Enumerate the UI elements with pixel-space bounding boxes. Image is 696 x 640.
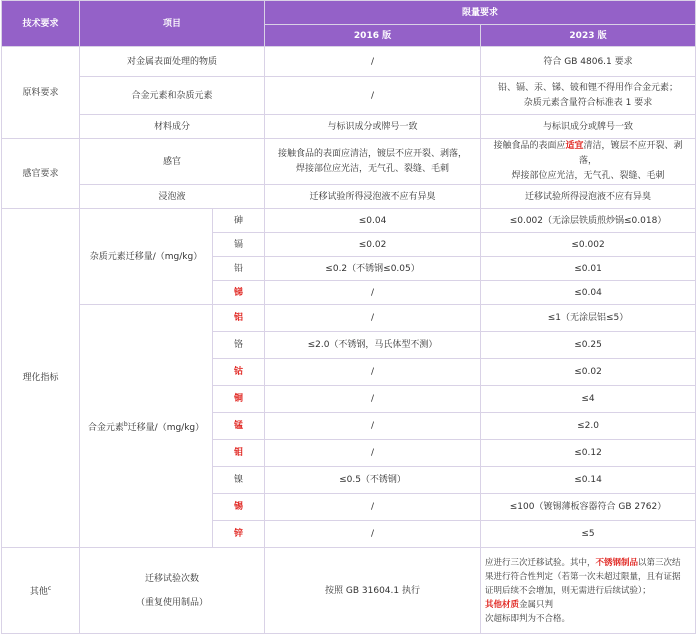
value-2016: / (265, 281, 481, 305)
value-line (485, 556, 691, 570)
item-line: （重复使用制品） (136, 597, 209, 608)
table-row (2, 77, 696, 115)
value-2023: ≤0.12 (481, 440, 696, 467)
value-2016: ≤0.2（不锈钢≤0.05） (265, 257, 481, 281)
footnote-c: c (47, 585, 52, 592)
element-cell-new: 钴 (213, 359, 265, 386)
value-2016: / (265, 305, 481, 332)
highlight-text: 不锈钢制品 (595, 557, 639, 568)
impurity-label: 杂质元素迁移量/（mg/kg） (80, 209, 213, 305)
value-2023: ≤100（镀锡薄板容器符合 GB 2762） (481, 494, 696, 521)
value-line (485, 598, 691, 612)
value-2023: ≤0.04 (481, 281, 696, 305)
value-line: 焊接部位应光洁，无气孔、裂缝、毛刺 (296, 163, 450, 174)
value-2023: ≤4 (481, 386, 696, 413)
highlight-text: 适宜 (565, 141, 584, 151)
value-line: 焊接部位应光洁，无气孔、裂缝、毛刺 (511, 171, 665, 181)
table-row (2, 185, 696, 209)
text-run: 应进行三次迁移试验。其中， (485, 557, 596, 568)
table-row (2, 139, 696, 185)
value-line: 接触食品的表面应清洁，镀层不应开裂、剥落， (278, 148, 468, 159)
value-line (485, 139, 691, 169)
group-other (2, 548, 80, 634)
element-cell-new: 铜 (213, 386, 265, 413)
value-2016: / (265, 413, 481, 440)
item-cell: 对金属表面处理的物质 (80, 47, 265, 77)
value-2016: ≤2.0（不锈钢，马氏体型不测） (265, 332, 481, 359)
element-cell: 镉 (213, 233, 265, 257)
value-line: 证明后续不会增加，则无需进行后续试验）； (485, 585, 651, 596)
value-2016: / (265, 521, 481, 548)
header-2016: 2016 版 (265, 25, 481, 47)
footnote-b: b (123, 420, 128, 428)
value-2023: ≤0.25 (481, 332, 696, 359)
value-2023 (481, 548, 696, 634)
element-cell-new: 锰 (213, 413, 265, 440)
item-cell: 合金元素和杂质元素 (80, 77, 265, 115)
element-cell-new: 锡 (213, 494, 265, 521)
element-cell-new: 锑 (213, 281, 265, 305)
item-cell: 材料成分 (80, 115, 265, 139)
value-2023: ≤0.14 (481, 467, 696, 494)
header-item: 项目 (80, 1, 265, 47)
table-row (2, 548, 696, 634)
alloy-label-text: 合金元素 (87, 422, 124, 433)
alloy-label-text: 迁移量/（mg/kg） (127, 422, 205, 433)
table-row (2, 115, 696, 139)
value-2016: 迁移试验所得浸泡液不应有异臭 (265, 185, 481, 209)
value-line: 杂质元素含量符合标准表 1 要求 (523, 97, 653, 108)
element-cell: 铅 (213, 257, 265, 281)
standards-comparison-table (1, 0, 696, 634)
value-2023 (481, 139, 696, 185)
table-row (2, 209, 696, 233)
value-2016: 与标识成分或牌号一致 (265, 115, 481, 139)
value-line: 铅、镉、汞、锑、铍和锂不得用作合金元素； (498, 82, 679, 93)
value-2016: / (265, 359, 481, 386)
value-2016: ≤0.04 (265, 209, 481, 233)
value-2016: 按照 GB 31604.1 执行 (265, 548, 481, 634)
text-run: 清洁，镀层不应开裂、剥落， (579, 141, 683, 166)
header-limit: 限量要求 (265, 1, 696, 25)
item-cell (80, 548, 265, 634)
value-line: 果进行符合性判定（若第一次未超过限量，且有证据 (485, 571, 681, 582)
value-2023: ≤1（无涂层铝≤5） (481, 305, 696, 332)
value-2023: ≤0.01 (481, 257, 696, 281)
text-run: 金属只判 (519, 599, 554, 610)
element-cell: 铬 (213, 332, 265, 359)
value-2023 (481, 77, 696, 115)
text-run: 以第三次结 (638, 557, 681, 568)
value-2016: ≤0.02 (265, 233, 481, 257)
value-2016: / (265, 440, 481, 467)
value-2023: ≤2.0 (481, 413, 696, 440)
highlight-text: 其他材质 (485, 599, 520, 610)
value-2023: 与标识成分或牌号一致 (481, 115, 696, 139)
group-other-label: 其他 (29, 587, 48, 597)
value-2016: / (265, 494, 481, 521)
item-cell: 浸泡液 (80, 185, 265, 209)
header-2023: 2023 版 (481, 25, 696, 47)
value-2016: / (265, 77, 481, 115)
table-row (2, 305, 696, 332)
item-cell: 感官 (80, 139, 265, 185)
value-2023: ≤0.002 (481, 233, 696, 257)
element-cell-new: 锌 (213, 521, 265, 548)
table-row (2, 47, 696, 77)
value-2023: 符合 GB 4806.1 要求 (481, 47, 696, 77)
value-2023: ≤0.002（无涂层铁质煎炒锅≤0.018） (481, 209, 696, 233)
element-cell: 砷 (213, 209, 265, 233)
group-raw: 原料要求 (2, 47, 80, 139)
value-2016: / (265, 47, 481, 77)
value-line: 次超标即判为不合格。 (485, 613, 571, 624)
group-physchem: 理化指标 (2, 209, 80, 548)
element-cell: 镍 (213, 467, 265, 494)
element-cell-new: 钼 (213, 440, 265, 467)
value-2016: ≤0.5（不锈钢） (265, 467, 481, 494)
item-line: 迁移试验次数 (145, 573, 200, 584)
value-2016: / (265, 386, 481, 413)
text-run: 接触食品的表面应 (493, 141, 566, 151)
value-2023: 迁移试验所得浸泡液不应有异臭 (481, 185, 696, 209)
value-2016 (265, 139, 481, 185)
alloy-label (80, 305, 213, 548)
header-tech-requirement: 技术要求 (2, 1, 80, 47)
group-sensory: 感官要求 (2, 139, 80, 209)
value-2023: ≤0.02 (481, 359, 696, 386)
value-2023: ≤5 (481, 521, 696, 548)
element-cell-new: 铝 (213, 305, 265, 332)
